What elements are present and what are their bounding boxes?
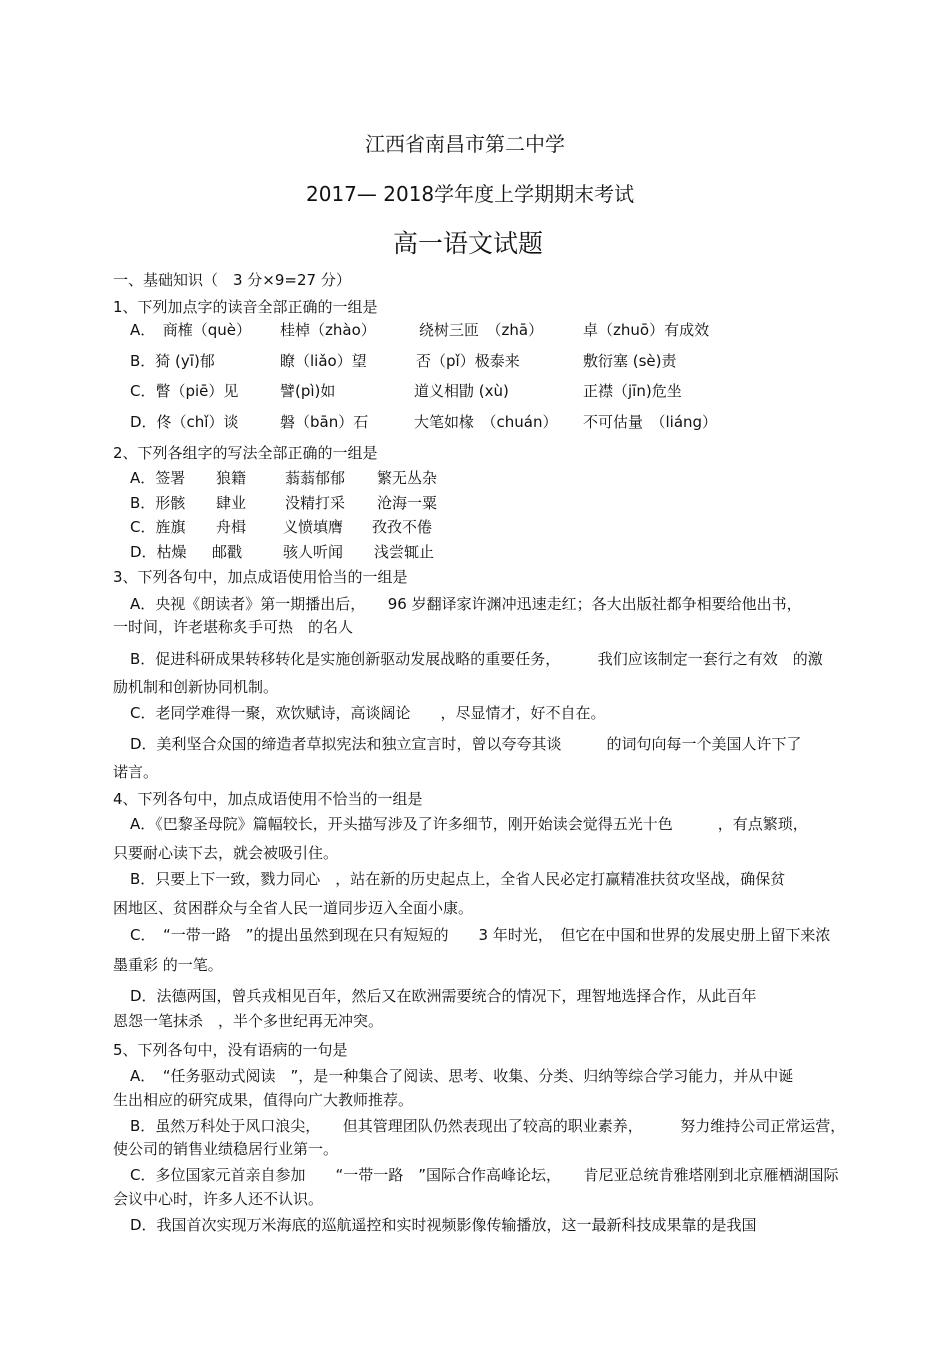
school-name: 江西省南昌市第二中学: [365, 132, 565, 156]
question-3-option-b-cont: 励机制和创新协同机制。: [113, 678, 279, 696]
option-cell: 不可估量 （liáng）: [583, 413, 718, 431]
option-cell: 邮戳: [212, 543, 243, 561]
option-cell: 蓊蓊郁郁: [285, 469, 346, 487]
option-cell: A． 商榷（què）: [130, 321, 252, 339]
option-cell: 浅尝辄止: [374, 543, 435, 561]
option-cell: 义愤填膺: [283, 518, 344, 536]
question-4-option-d: D．法德两国，曾兵戎相见百年，然后又在欧洲需要统合的情况下，理智地选择合作，从此百年: [130, 987, 757, 1005]
question-5-option-b-cont: 使公司的销售业绩稳居行业第一。: [113, 1140, 339, 1158]
option-cell: 卓（zhuō）有成效: [583, 321, 710, 339]
question-3-option-c: C．老同学难得一聚，欢饮赋诗，高谈阔论 ，尽显情才，好不自在。: [130, 704, 606, 722]
option-cell: 繁无丛杂: [377, 469, 438, 487]
option-cell: 道义相勖 (xù): [414, 382, 509, 400]
option-cell: A．签署: [130, 469, 186, 487]
question-4-option-b: B．只要上下一致，戮力同心 ，站在新的历史起点上，全省人民必定打赢精准扶贫攻坚战，确保贫: [130, 870, 786, 888]
question-3-option-b: B．促进科研成果转移转化是实施创新驱动发展战略的重要任务， 我们应该制定一套行之有效 的激: [130, 650, 823, 668]
option-cell: 譬(pì)如: [280, 382, 336, 400]
option-cell: 绕树三匝 （zhā）: [419, 321, 544, 339]
question-5-stem: 5、下列各句中，没有语病的一句是: [113, 1041, 348, 1059]
option-cell: 敷衍塞 (sè)责: [583, 352, 677, 370]
question-5-option-a: A． “任务驱动式阅读 ”，是一种集合了阅读、思考、收集、分类、归纳等综合学习能力，并从中诞: [130, 1067, 794, 1085]
option-cell: 舟楫: [216, 518, 247, 536]
question-3-option-a: A．央视《朗读者》第一期播出后， 96 岁翻译家许渊冲迅速走红；各大出版社都争相要给他出书，: [130, 595, 802, 613]
question-4-option-d-cont: 恩怨一笔抹杀 ，半个多世纪再无冲突。: [113, 1012, 384, 1030]
page-title: 高一语文试题: [393, 229, 544, 258]
question-4-stem: 4、下列各句中，加点成语使用不恰当的一组是: [113, 790, 423, 808]
question-3-stem: 3、下列各句中，加点成语使用恰当的一组是: [113, 568, 408, 586]
option-cell: B．形骸: [130, 494, 186, 512]
option-cell: 骇人听闻: [283, 543, 344, 561]
option-cell: C．瞥（piē）见: [130, 382, 239, 400]
section-heading: 一、基础知识（ 3 分×9=27 分）: [113, 271, 351, 289]
option-cell: 瞭（liǎo）望: [280, 352, 367, 370]
option-cell: 磐（bān）石: [280, 413, 369, 431]
option-cell: 大笔如椽 （chuán）: [414, 413, 558, 431]
option-cell: 狼籍: [216, 469, 247, 487]
question-5-option-d: D．我国首次实现万米海底的巡航遥控和实时视频影像传输播放，这一最新科技成果靠的是我国: [130, 1216, 757, 1234]
option-cell: 孜孜不倦: [372, 518, 433, 536]
question-4-option-c-cont: 墨重彩 的一笔。: [113, 956, 223, 974]
option-cell: D．枯燥: [130, 543, 187, 561]
question-1-stem: 1、下列加点字的读音全部正确的一组是: [113, 298, 378, 316]
option-cell: D．佟（chǐ）谈: [130, 413, 239, 431]
question-5-option-a-cont: 生出相应的研究成果，值得向广大教师推荐。: [113, 1091, 414, 1109]
option-cell: 正襟（jīn)危坐: [583, 382, 682, 400]
question-4-option-a: A．《巴黎圣母院》篇幅较长，开头描写涉及了许多细节，刚开始读会觉得五光十色 ，有点繁琐，: [130, 815, 808, 833]
question-3-option-d: D．美利坚合众国的缔造者草拟宪法和独立宣言时，曾以夸夸其谈 的词句向每一个美国人许下了: [130, 735, 802, 753]
question-3-option-a-cont: 一时间，许老堪称炙手可热 的名人: [113, 618, 354, 636]
option-cell: B．猗 (yī)郁: [130, 352, 215, 370]
option-cell: C．旌旗: [130, 518, 186, 536]
option-cell: 没精打采: [285, 494, 346, 512]
option-cell: 沧海一粟: [377, 494, 438, 512]
question-5-option-c: C．多位国家元首亲自参加 “一带一路 ”国际合作高峰论坛， 肯尼亚总统肯雅塔刚到北京雁栖湖国际: [130, 1166, 839, 1184]
exam-term: 2017— 2018学年度上学期期末考试: [306, 182, 635, 206]
question-5-option-c-cont: 会议中心时，许多人还不认识。: [113, 1190, 324, 1208]
question-3-option-d-cont: 诺言。: [113, 763, 159, 781]
question-4-option-b-cont: 困地区、贫困群众与全省人民一道同步迈入全面小康。: [113, 899, 474, 917]
question-4-option-c: C． “一带一路 ”的提出虽然到现在只有短短的 3 年时光， 但它在中国和世界的发展史册上留下来浓: [130, 926, 831, 944]
option-cell: 否（pǐ）极泰来: [416, 352, 520, 370]
option-cell: 肆业: [216, 494, 247, 512]
question-2-stem: 2、下列各组字的写法全部正确的一组是: [113, 444, 378, 462]
question-5-option-b: B．虽然万科处于风口浪尖， 但其管理团队仍然表现出了较高的职业素养， 努力维持公司正常运营，: [130, 1117, 846, 1135]
question-4-option-a-cont: 只要耐心读下去，就会被吸引住。: [113, 844, 339, 862]
option-cell: 桂棹（zhào）: [280, 321, 376, 339]
